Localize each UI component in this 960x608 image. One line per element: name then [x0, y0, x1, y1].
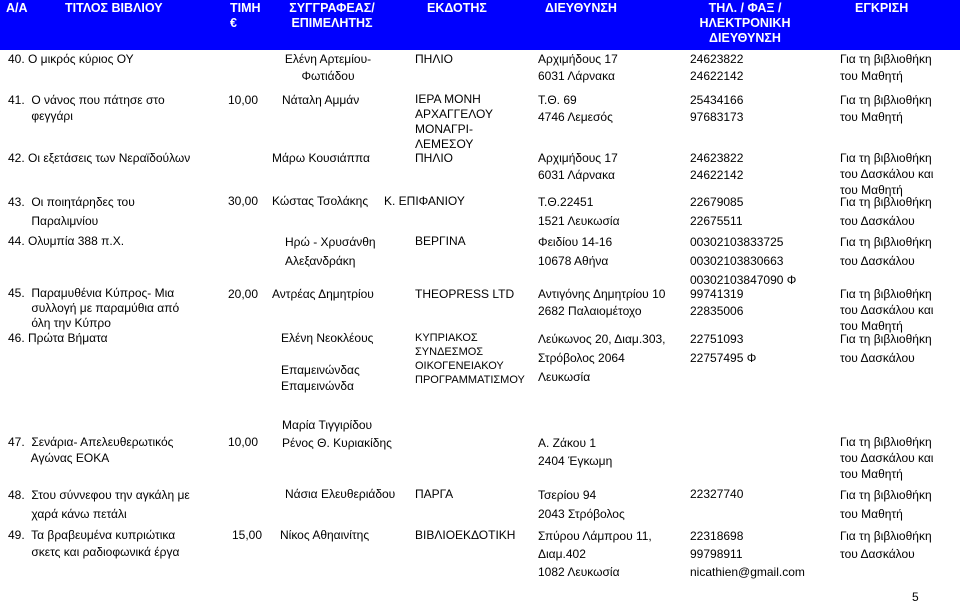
book-price: 15,00 — [232, 528, 263, 542]
book-phone: 00302103833725 00302103830663 00302103847090 Φ — [690, 235, 797, 287]
book-approval: Για τη βιβλιοθήκη του Μαθητή — [840, 52, 932, 83]
book-approval: Για τη βιβλιοθήκη του Δασκάλου — [840, 529, 932, 561]
book-approval: Για τη βιβλιοθήκη του Δασκάλου — [840, 332, 932, 365]
book-author: Νίκος Αθηαινίτης — [280, 528, 370, 542]
book-author: Κώστας Τσολάκης — [272, 194, 369, 208]
book-publisher: ΠΗΛΙΟ — [415, 151, 454, 165]
book-approval: Για τη βιβλιοθήκη του Δασκάλου — [840, 235, 932, 268]
table-header — [0, 0, 960, 50]
header-address: ΔΙΕΥΘΥΝΣΗ — [545, 1, 617, 15]
book-title: 40. Ο μικρός κύριος ΟΥ — [8, 52, 134, 66]
book-title: 48. Στου σύννεφου την αγκάλη με χαρά κάνω πετάλι — [8, 488, 190, 521]
book-publisher: ΠΗΛΙΟ — [415, 52, 454, 66]
book-phone: 22327740 — [690, 487, 744, 501]
book-title: 44. Ολυμπία 388 π.Χ. — [8, 234, 125, 248]
book-address: Τ.Θ.22451 1521 Λευκωσία — [538, 195, 620, 228]
book-phone: 24623822 24622142 — [690, 52, 744, 83]
book-title: 45. Παραμυθένια Κύπρος- Μια συλλογή με παραμύθια από όλη την Κύπρο — [8, 286, 180, 330]
page-number: 5 — [912, 590, 919, 604]
book-publisher: ΠΑΡΓΑ — [415, 487, 454, 501]
book-address: Λεύκωνος 20, Διαμ.303, Στρόβολος 2064 Λευκωσία — [538, 332, 666, 384]
book-author: Μάρω Κουσιάππα — [272, 151, 370, 165]
header-aa: Α/Α — [6, 1, 28, 15]
book-address: Τσερίου 94 2043 Στρόβολος — [538, 488, 625, 521]
book-address: Σπύρου Λάμπρου 11, Διαμ.402 1082 Λευκωσία — [538, 529, 652, 579]
book-publisher: Κ. ΕΠΙΦΑΝΙΟΥ — [384, 194, 465, 208]
book-phone: 22751093 22757495 Φ — [690, 332, 757, 365]
book-price: 10,00 — [228, 93, 259, 107]
book-author: Αντρέας Δημητρίου — [272, 287, 374, 301]
book-address: Αντιγόνης Δημητρίου 10 2682 Παλαιομέτοχο — [538, 287, 666, 318]
book-phone: 22679085 22675511 — [690, 195, 744, 228]
book-approval: Για τη βιβλιοθήκη του Μαθητή — [840, 488, 932, 521]
book-address: Τ.Θ. 69 4746 Λεμεσός — [538, 93, 613, 124]
book-approval: Για τη βιβλιοθήκη του Δασκάλου και του Μαθητή — [840, 151, 934, 197]
book-price: 30,00 — [228, 194, 259, 208]
book-author: Ελένη Νεοκλέους Επαμεινώνδας Επαμεινώνδα — [281, 331, 374, 393]
book-title: 47. Σενάρια- Απελευθερωτικός Αγώνας ΕΟΚΑ — [8, 435, 174, 465]
book-author: Νάσια Ελευθεριάδου — [285, 487, 396, 501]
book-phone: 22318698 99798911 nicathien@gmail.com — [690, 529, 805, 579]
book-approval: Για τη βιβλιοθήκη του Μαθητή — [840, 93, 932, 124]
book-publisher: ΒΕΡΓΙΝΑ — [415, 234, 466, 248]
header-author: ΣΥΓΓΡΑΦΕΑΣ/ ΕΠΙΜΕΛΗΤΗΣ — [289, 1, 375, 30]
header-publisher: ΕΚΔΟΤΗΣ — [427, 1, 487, 15]
header-title: ΤΙΤΛΟΣ ΒΙΒΛΙΟΥ — [65, 1, 163, 15]
book-title: 43. Οι ποιητάρηδες του Παραλιμνίου — [8, 195, 135, 228]
header-approval: ΕΓΚΡΙΣΗ — [855, 1, 909, 15]
book-author: Νάταλη Αμμάν — [282, 93, 360, 107]
book-publisher: ΙΕΡΑ ΜΟΝΗ ΑΡΧΑΓΓΕΛΟΥ ΜΟΝΑΓΡΙ- ΛΕΜΕΣΟΥ — [415, 92, 493, 151]
book-approval: Για τη βιβλιοθήκη του Δασκάλου και του Μαθητή — [840, 287, 934, 333]
book-phone: 24623822 24622142 — [690, 151, 744, 182]
header-phone: ΤΗΛ. / ΦΑΞ / ΗΛΕΚΤΡΟΝΙΚΗ ΔΙΕΥΘΥΝΣΗ — [699, 1, 791, 45]
book-title: 49. Τα βραβευμένα κυπριώτικα σκετς και ραδιοφωνικά έργα — [8, 528, 180, 559]
book-price: 10,00 — [228, 435, 259, 449]
header-price: ΤΙΜΗ € — [230, 1, 261, 30]
book-approval: Για τη βιβλιοθήκη του Δασκάλου και του Μαθητή — [840, 435, 934, 481]
book-publisher: THEOPRESS LTD — [415, 287, 515, 301]
book-publisher: ΚΥΠΡΙΑΚΟΣ ΣΥΝΔΕΣΜΟΣ ΟΙΚΟΓΕΝΕΙΑΚΟΥ ΠΡΟΓΡΑΜΜΑΤΙΣΜΟΥ — [415, 332, 525, 386]
book-approval: Για τη βιβλιοθήκη του Δασκάλου — [840, 195, 932, 228]
book-author: Ελένη Αρτεμίου- Φωτιάδου — [284, 52, 372, 83]
book-title: 42. Οι εξετάσεις των Νεραϊδούλων — [8, 151, 191, 165]
book-address: Φειδίου 14-16 10678 Αθήνα — [538, 235, 613, 268]
book-phone: 99741319 22835006 — [690, 287, 744, 318]
book-address: Αρχιμήδους 17 6031 Λάρνακα — [538, 52, 618, 83]
book-address: Αρχιμήδους 17 6031 Λάρνακα — [538, 151, 618, 182]
book-author: Ηρώ - Χρυσάνθη Αλεξανδράκη — [285, 235, 376, 268]
book-price: 20,00 — [228, 287, 259, 301]
book-address: Α. Ζάκου 1 2404 Έγκωμη — [538, 436, 613, 468]
book-title: 46. Πρώτα Βήματα — [8, 331, 108, 345]
book-author: Μαρία Τιγγιρίδου Ρένος Θ. Κυριακίδης — [282, 418, 392, 450]
book-phone: 25434166 97683173 — [690, 93, 744, 124]
book-title: 41. Ο νάνος που πάτησε στο φεγγάρι — [8, 93, 165, 123]
book-publisher: ΒΙΒΛΙΟΕΚΔΟΤΙΚΗ — [415, 528, 516, 542]
